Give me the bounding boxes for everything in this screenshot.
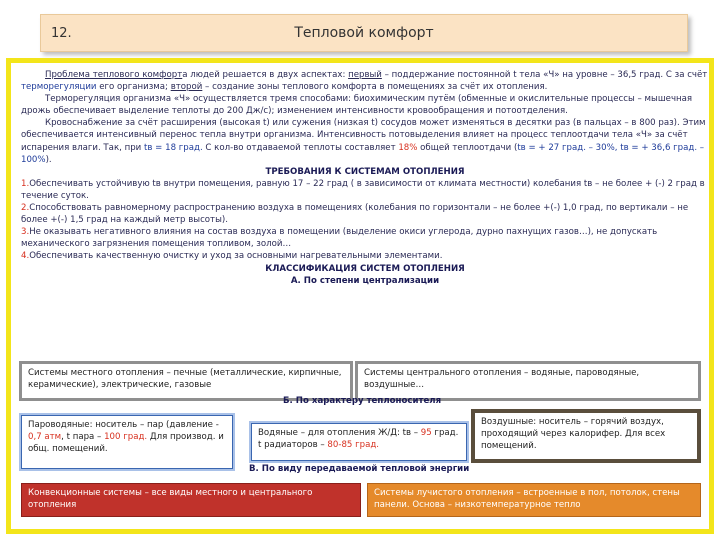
steam-text3: Для производ. и общ. помещений.: [28, 432, 224, 454]
req1-text: Обеспечивать устойчивую tв внутри помещения, равную 17 – 22 град ( в зависимости от климата местности) колебания tв – не более + (-) 2 град в течение суток.: [21, 178, 705, 201]
slide-header: [40, 14, 688, 52]
convection-systems-box: Конвекционные системы – все виды местного и центрального отопления: [21, 483, 361, 517]
para1-text2: – поддержание постоянной t тела «Ч» на уровне – 36,5 град. С за счёт: [381, 70, 708, 80]
central-heating-box: Системы центрального отопления – водяные, пароводяные, воздушные…: [355, 361, 701, 401]
water-temp: 95: [420, 428, 432, 438]
para3-v2: 18%: [398, 142, 418, 153]
req1-number: 1.: [21, 178, 30, 189]
para3-text2: С кол-во отдаваемой теплоты составляет: [202, 142, 399, 153]
requirement-3: [21, 226, 709, 250]
paragraph-1: [21, 69, 709, 93]
requirement-1: [21, 178, 709, 202]
steam-text2: , t пара –: [61, 432, 105, 442]
slide-title: Тепловой комфорт: [294, 25, 434, 41]
steam-temp: 100 град.: [104, 432, 148, 442]
paragraph-3: [21, 117, 709, 165]
req4-number: 4.: [21, 251, 30, 262]
req2-text: Способствовать равномерному распространению воздуха в помещениях (колебания по горизонтали – не более +(-) 1,0 град, по вертикали – не более +(-) 1,5 град на каждый метр высоты).: [21, 203, 689, 226]
para1-text3: его организма;: [96, 82, 171, 93]
body-text: [21, 69, 709, 287]
para1-term: терморегуляции: [21, 82, 97, 93]
requirements-title: ТРЕБОВАНИЯ К СИСТЕМАМ ОТОПЛЕНИЯ: [265, 166, 465, 177]
para1-first: первый: [348, 70, 382, 80]
req2-number: 2.: [21, 203, 30, 214]
para1-second: второй: [170, 82, 203, 93]
local-heating-box: Системы местного отопления – печные (металлические, кирпичные, керамические), электрические, газовые: [19, 361, 353, 401]
content-frame: [6, 58, 714, 534]
classification-title: КЛАССИФИКАЦИЯ СИСТЕМ ОТОПЛЕНИЯ: [265, 263, 465, 274]
para1-lead: Проблема теплового комфорт: [45, 70, 183, 80]
para3-text1: Кровоснабжение за счёт расширения (высокая t) или сужения (низкая t) сосудов может изменяться в десятки раз (в пальцах – в 800 раз). Этим обеспечивается интенсивный перенос тепла внутри организма. Интенсивность потовыделения влияет на процесс теплоотдачи тела «Ч» за счёт испарения влаги. Так, при: [21, 118, 706, 153]
para3-text3: общей теплоотдачи (: [417, 142, 518, 153]
radiant-systems-box: Системы лучистого отопления – встроенные в пол, потолок, стены панели. Основа – низкотемпературное тепло: [367, 483, 701, 517]
radiator-temp: 80-85 град.: [327, 440, 380, 450]
para3-text4: ).: [45, 154, 52, 165]
section-b-title: Б. По характеру теплоносителя: [283, 396, 442, 406]
req4-text: Обеспечивать качественную очистку и уход за основными нагревательными элементами.: [29, 251, 443, 262]
steam-carrier-box: [21, 415, 233, 469]
slide-number: 12.: [51, 26, 72, 41]
steam-pressure: 0,7 атм: [28, 432, 62, 442]
water-carrier-box: [251, 423, 467, 461]
steam-text1: Пароводяные: носитель – пар (давление -: [28, 420, 219, 430]
water-text1: Водяные – для отопления Ж/Д: tв –: [258, 428, 421, 438]
section-a-title: А. По степени централизации: [290, 275, 440, 286]
req3-text: Не оказывать негативного влияния на состав воздуха в помещении (выделение окиси углерода, дурно пахнущих газов…), не допускать механического загрязнения помещения топливом, золой…: [21, 227, 658, 250]
paragraph-2: Терморегуляция организма «Ч» осуществляется тремя способами: биохимическим путём (обменные и окислительные процессы – мышечная дрожь обеспечивает выделение теплоты до 200 Дж/с); изменением интенсивности кровообращения и потоотделения.: [21, 94, 693, 117]
air-carrier-box: Воздушные: носитель – горячий воздух, проходящий через калорифер. Для всех помещений.: [471, 409, 701, 463]
req3-number: 3.: [21, 227, 30, 238]
requirement-2: [21, 202, 709, 226]
para3-v1: tв = 18 град.: [144, 142, 203, 153]
para1-text4: – создание зоны теплового комфорта в помещениях за счёт их отопления.: [202, 82, 548, 93]
requirement-4: [21, 250, 709, 262]
section-c-title: В. По виду передаваемой тепловой энергии: [249, 464, 470, 474]
para1-text1: а людей решается в двух аспектах:: [182, 70, 349, 80]
water-text2: град. t радиаторов –: [258, 428, 459, 450]
para3-v3: tв = + 27 град. – 30%, tв = + 36,6 град. – 100%: [21, 142, 705, 165]
